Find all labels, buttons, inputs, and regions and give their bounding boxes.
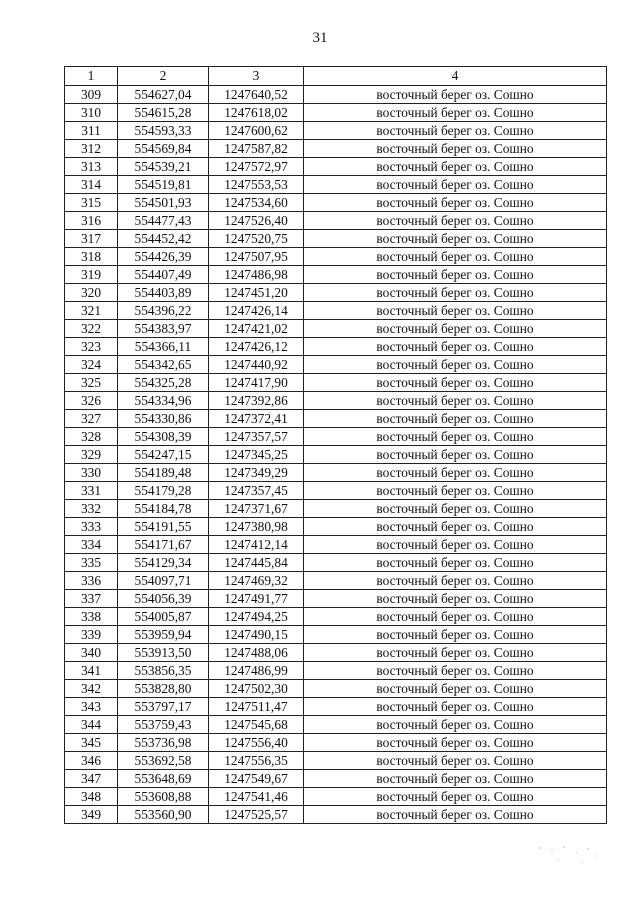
- header-point-number: 1: [65, 67, 118, 86]
- x-coordinate-cell: 554403,89: [118, 284, 209, 302]
- table-header: [65, 67, 607, 86]
- point-number-cell: 327: [65, 410, 118, 428]
- table-row: [65, 248, 607, 266]
- description-cell: восточный берег оз. Сошно: [304, 644, 607, 662]
- table-row: [65, 500, 607, 518]
- x-coordinate-cell: 554615,28: [118, 104, 209, 122]
- description-cell: восточный берег оз. Сошно: [304, 662, 607, 680]
- description-cell: восточный берег оз. Сошно: [304, 770, 607, 788]
- header-row: [65, 67, 607, 86]
- description-cell: восточный берег оз. Сошно: [304, 104, 607, 122]
- description-cell: восточный берег оз. Сошно: [304, 248, 607, 266]
- x-coordinate-cell: 553692,58: [118, 752, 209, 770]
- description-cell: восточный берег оз. Сошно: [304, 572, 607, 590]
- description-cell: восточный берег оз. Сошно: [304, 230, 607, 248]
- point-number-cell: 349: [65, 806, 118, 824]
- point-number-cell: 341: [65, 662, 118, 680]
- point-number-cell: 345: [65, 734, 118, 752]
- table-row: [65, 806, 607, 824]
- y-coordinate-cell: 1247426,12: [209, 338, 304, 356]
- point-number-cell: 347: [65, 770, 118, 788]
- table-row: [65, 284, 607, 302]
- table-row: [65, 482, 607, 500]
- y-coordinate-cell: 1247421,02: [209, 320, 304, 338]
- y-coordinate-cell: 1247541,46: [209, 788, 304, 806]
- description-cell: восточный берег оз. Сошно: [304, 356, 607, 374]
- point-number-cell: 317: [65, 230, 118, 248]
- y-coordinate-cell: 1247556,40: [209, 734, 304, 752]
- x-coordinate-cell: 554184,78: [118, 500, 209, 518]
- point-number-cell: 313: [65, 158, 118, 176]
- table-row: [65, 176, 607, 194]
- x-coordinate-cell: 553736,98: [118, 734, 209, 752]
- description-cell: восточный берег оз. Сошно: [304, 500, 607, 518]
- description-cell: восточный берег оз. Сошно: [304, 608, 607, 626]
- description-cell: восточный берег оз. Сошно: [304, 428, 607, 446]
- table-row: [65, 392, 607, 410]
- description-cell: восточный берег оз. Сошно: [304, 392, 607, 410]
- x-coordinate-cell: 553856,35: [118, 662, 209, 680]
- y-coordinate-cell: 1247451,20: [209, 284, 304, 302]
- table-row: [65, 338, 607, 356]
- point-number-cell: 326: [65, 392, 118, 410]
- table-row: [65, 680, 607, 698]
- point-number-cell: 331: [65, 482, 118, 500]
- point-number-cell: 325: [65, 374, 118, 392]
- y-coordinate-cell: 1247618,02: [209, 104, 304, 122]
- y-coordinate-cell: 1247587,82: [209, 140, 304, 158]
- x-coordinate-cell: 553828,80: [118, 680, 209, 698]
- description-cell: восточный берег оз. Сошно: [304, 410, 607, 428]
- table-row: [65, 212, 607, 230]
- y-coordinate-cell: 1247640,52: [209, 86, 304, 104]
- table-row: [65, 104, 607, 122]
- header-description: 4: [304, 67, 607, 86]
- table-body: [65, 86, 607, 824]
- point-number-cell: 340: [65, 644, 118, 662]
- header-x-coordinate: 2: [118, 67, 209, 86]
- point-number-cell: 312: [65, 140, 118, 158]
- point-number-cell: 339: [65, 626, 118, 644]
- table-row: [65, 320, 607, 338]
- point-number-cell: 348: [65, 788, 118, 806]
- point-number-cell: 336: [65, 572, 118, 590]
- point-number-cell: 311: [65, 122, 118, 140]
- table-row: [65, 122, 607, 140]
- x-coordinate-cell: 554477,43: [118, 212, 209, 230]
- table-row: [65, 302, 607, 320]
- point-number-cell: 332: [65, 500, 118, 518]
- table-row: [65, 374, 607, 392]
- y-coordinate-cell: 1247549,67: [209, 770, 304, 788]
- y-coordinate-cell: 1247357,57: [209, 428, 304, 446]
- table-row: [65, 644, 607, 662]
- table-row: [65, 698, 607, 716]
- x-coordinate-cell: 554407,49: [118, 266, 209, 284]
- y-coordinate-cell: 1247412,14: [209, 536, 304, 554]
- y-coordinate-cell: 1247357,45: [209, 482, 304, 500]
- description-cell: восточный берег оз. Сошно: [304, 590, 607, 608]
- description-cell: восточный берег оз. Сошно: [304, 554, 607, 572]
- y-coordinate-cell: 1247417,90: [209, 374, 304, 392]
- description-cell: восточный берег оз. Сошно: [304, 536, 607, 554]
- x-coordinate-cell: 553759,43: [118, 716, 209, 734]
- y-coordinate-cell: 1247525,57: [209, 806, 304, 824]
- y-coordinate-cell: 1247494,25: [209, 608, 304, 626]
- x-coordinate-cell: 554056,39: [118, 590, 209, 608]
- point-number-cell: 342: [65, 680, 118, 698]
- y-coordinate-cell: 1247445,84: [209, 554, 304, 572]
- x-coordinate-cell: 554383,97: [118, 320, 209, 338]
- point-number-cell: 319: [65, 266, 118, 284]
- description-cell: восточный берег оз. Сошно: [304, 518, 607, 536]
- description-cell: восточный берег оз. Сошно: [304, 788, 607, 806]
- description-cell: восточный берег оз. Сошно: [304, 806, 607, 824]
- table-row: [65, 158, 607, 176]
- point-number-cell: 309: [65, 86, 118, 104]
- table-row: [65, 788, 607, 806]
- y-coordinate-cell: 1247502,30: [209, 680, 304, 698]
- y-coordinate-cell: 1247371,67: [209, 500, 304, 518]
- y-coordinate-cell: 1247380,98: [209, 518, 304, 536]
- x-coordinate-cell: 554593,33: [118, 122, 209, 140]
- x-coordinate-cell: 554129,34: [118, 554, 209, 572]
- y-coordinate-cell: 1247572,97: [209, 158, 304, 176]
- y-coordinate-cell: 1247600,62: [209, 122, 304, 140]
- point-number-cell: 344: [65, 716, 118, 734]
- table-row: [65, 536, 607, 554]
- x-coordinate-cell: 554452,42: [118, 230, 209, 248]
- x-coordinate-cell: 554627,04: [118, 86, 209, 104]
- table-row: [65, 464, 607, 482]
- point-number-cell: 324: [65, 356, 118, 374]
- point-number-cell: 338: [65, 608, 118, 626]
- description-cell: восточный берег оз. Сошно: [304, 464, 607, 482]
- point-number-cell: 316: [65, 212, 118, 230]
- header-y-coordinate: 3: [209, 67, 304, 86]
- point-number-cell: 323: [65, 338, 118, 356]
- x-coordinate-cell: 554426,39: [118, 248, 209, 266]
- point-number-cell: 315: [65, 194, 118, 212]
- x-coordinate-cell: 554191,55: [118, 518, 209, 536]
- point-number-cell: 320: [65, 284, 118, 302]
- description-cell: восточный берег оз. Сошно: [304, 716, 607, 734]
- x-coordinate-cell: 553560,90: [118, 806, 209, 824]
- y-coordinate-cell: 1247488,06: [209, 644, 304, 662]
- x-coordinate-cell: 553648,69: [118, 770, 209, 788]
- description-cell: восточный берег оз. Сошно: [304, 338, 607, 356]
- x-coordinate-cell: 554189,48: [118, 464, 209, 482]
- x-coordinate-cell: 553608,88: [118, 788, 209, 806]
- x-coordinate-cell: 554179,28: [118, 482, 209, 500]
- point-number-cell: 343: [65, 698, 118, 716]
- x-coordinate-cell: 554005,87: [118, 608, 209, 626]
- y-coordinate-cell: 1247349,29: [209, 464, 304, 482]
- description-cell: восточный берег оз. Сошно: [304, 86, 607, 104]
- y-coordinate-cell: 1247486,98: [209, 266, 304, 284]
- y-coordinate-cell: 1247491,77: [209, 590, 304, 608]
- table-row: [65, 770, 607, 788]
- table-row: [65, 230, 607, 248]
- y-coordinate-cell: 1247372,41: [209, 410, 304, 428]
- table-row: [65, 518, 607, 536]
- x-coordinate-cell: 554325,28: [118, 374, 209, 392]
- table-row: [65, 662, 607, 680]
- description-cell: восточный берег оз. Сошно: [304, 266, 607, 284]
- table-row: [65, 266, 607, 284]
- description-cell: восточный берег оз. Сошно: [304, 158, 607, 176]
- y-coordinate-cell: 1247486,99: [209, 662, 304, 680]
- description-cell: восточный берег оз. Сошно: [304, 446, 607, 464]
- description-cell: восточный берег оз. Сошно: [304, 320, 607, 338]
- y-coordinate-cell: 1247469,32: [209, 572, 304, 590]
- point-number-cell: 328: [65, 428, 118, 446]
- y-coordinate-cell: 1247553,53: [209, 176, 304, 194]
- point-number-cell: 321: [65, 302, 118, 320]
- table-row: [65, 626, 607, 644]
- page-number: 31: [312, 30, 328, 46]
- y-coordinate-cell: 1247520,75: [209, 230, 304, 248]
- x-coordinate-cell: 554334,96: [118, 392, 209, 410]
- description-cell: восточный берег оз. Сошно: [304, 140, 607, 158]
- description-cell: восточный берег оз. Сошно: [304, 302, 607, 320]
- description-cell: восточный берег оз. Сошно: [304, 122, 607, 140]
- scan-noise-specks: [530, 842, 610, 872]
- table-row: [65, 446, 607, 464]
- x-coordinate-cell: 553959,94: [118, 626, 209, 644]
- point-number-cell: 329: [65, 446, 118, 464]
- table-row: [65, 554, 607, 572]
- x-coordinate-cell: 553797,17: [118, 698, 209, 716]
- y-coordinate-cell: 1247507,95: [209, 248, 304, 266]
- point-number-cell: 322: [65, 320, 118, 338]
- x-coordinate-cell: 554501,93: [118, 194, 209, 212]
- table-row: [65, 752, 607, 770]
- table-row: [65, 716, 607, 734]
- table-row: [65, 572, 607, 590]
- point-number-cell: 314: [65, 176, 118, 194]
- description-cell: восточный берег оз. Сошно: [304, 680, 607, 698]
- y-coordinate-cell: 1247545,68: [209, 716, 304, 734]
- y-coordinate-cell: 1247392,86: [209, 392, 304, 410]
- y-coordinate-cell: 1247426,14: [209, 302, 304, 320]
- description-cell: восточный берег оз. Сошно: [304, 284, 607, 302]
- x-coordinate-cell: 553913,50: [118, 644, 209, 662]
- description-cell: восточный берег оз. Сошно: [304, 752, 607, 770]
- x-coordinate-cell: 554171,67: [118, 536, 209, 554]
- x-coordinate-cell: 554308,39: [118, 428, 209, 446]
- y-coordinate-cell: 1247490,15: [209, 626, 304, 644]
- y-coordinate-cell: 1247556,35: [209, 752, 304, 770]
- x-coordinate-cell: 554247,15: [118, 446, 209, 464]
- x-coordinate-cell: 554330,86: [118, 410, 209, 428]
- table-row: [65, 86, 607, 104]
- table-row: [65, 734, 607, 752]
- x-coordinate-cell: 554519,81: [118, 176, 209, 194]
- y-coordinate-cell: 1247534,60: [209, 194, 304, 212]
- description-cell: восточный берег оз. Сошно: [304, 482, 607, 500]
- x-coordinate-cell: 554366,11: [118, 338, 209, 356]
- point-number-cell: 337: [65, 590, 118, 608]
- description-cell: восточный берег оз. Сошно: [304, 374, 607, 392]
- x-coordinate-cell: 554539,21: [118, 158, 209, 176]
- description-cell: восточный берег оз. Сошно: [304, 698, 607, 716]
- x-coordinate-cell: 554342,65: [118, 356, 209, 374]
- y-coordinate-cell: 1247345,25: [209, 446, 304, 464]
- point-number-cell: 334: [65, 536, 118, 554]
- x-coordinate-cell: 554396,22: [118, 302, 209, 320]
- description-cell: восточный берег оз. Сошно: [304, 734, 607, 752]
- table-row: [65, 590, 607, 608]
- table-row: [65, 356, 607, 374]
- y-coordinate-cell: 1247440,92: [209, 356, 304, 374]
- table-row: [65, 140, 607, 158]
- y-coordinate-cell: 1247511,47: [209, 698, 304, 716]
- description-cell: восточный берег оз. Сошно: [304, 194, 607, 212]
- table-row: [65, 194, 607, 212]
- coordinates-table: [64, 66, 607, 824]
- description-cell: восточный берег оз. Сошно: [304, 626, 607, 644]
- description-cell: восточный берег оз. Сошно: [304, 212, 607, 230]
- y-coordinate-cell: 1247526,40: [209, 212, 304, 230]
- point-number-cell: 310: [65, 104, 118, 122]
- description-cell: восточный берег оз. Сошно: [304, 176, 607, 194]
- table-row: [65, 410, 607, 428]
- x-coordinate-cell: 554097,71: [118, 572, 209, 590]
- x-coordinate-cell: 554569,84: [118, 140, 209, 158]
- point-number-cell: 346: [65, 752, 118, 770]
- point-number-cell: 333: [65, 518, 118, 536]
- point-number-cell: 335: [65, 554, 118, 572]
- point-number-cell: 330: [65, 464, 118, 482]
- point-number-cell: 318: [65, 248, 118, 266]
- table-row: [65, 608, 607, 626]
- table-row: [65, 428, 607, 446]
